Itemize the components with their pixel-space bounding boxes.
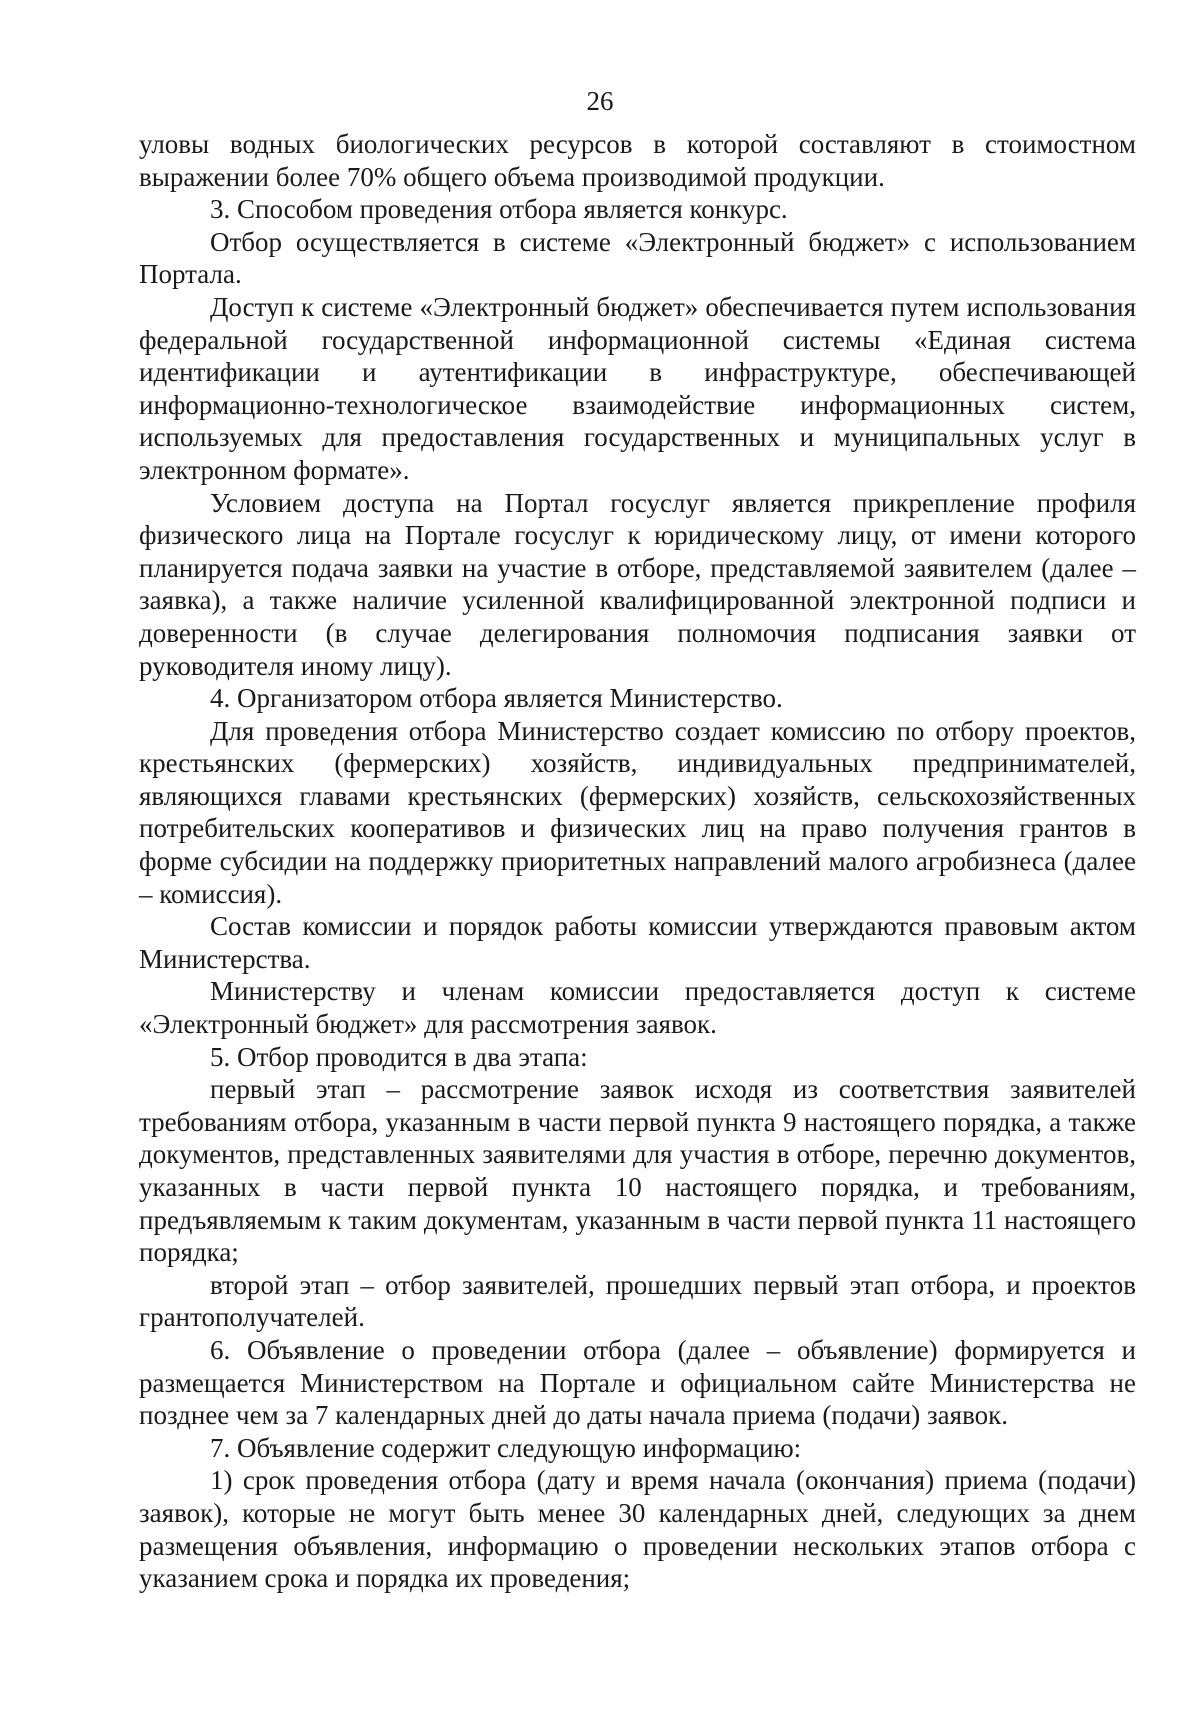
- paragraph: 3. Способом проведения отбора является конкурс.: [210, 194, 788, 225]
- paragraph: 4. Организатором отбора является Министерство.: [210, 683, 783, 714]
- paragraph: Для проведения отбора Министерство создает комиссию по отбору проектов, крестьянских (фермерских) хозяйств, индивидуальных предпринимателей, являющихся главами крестьянских (фермерских) хозяйств, сельскохозяйственных потребительских кооперативов и физических лиц на право получения грантов в форме субсидии на поддержку приоритетных направлений малого агробизнеса (далее – комиссия).: [139, 715, 1136, 909]
- paragraph: уловы водных биологических ресурсов в которой составляют в стоимостном выражении более 70% общего объема производимой продукции.: [139, 129, 1136, 192]
- paragraph: Отбор осуществляется в системе «Электронный бюджет» с использованием Портала.: [139, 226, 1136, 290]
- paragraph: 7. Объявление содержит следующую информацию:: [210, 1432, 802, 1463]
- paragraph: первый этап – рассмотрение заявок исходя из соответствия заявителей требованиям отбора, указанным в части первой пункта 9 настоящего порядка, а также документов, представленных заявителями для участия в отборе, перечню документов, указанных в части первой пункта 10 настоящего порядка, и требованиям, предъявляемым к таким документам, указанным в части первой пункта 11 настоящего порядка;: [139, 1074, 1136, 1268]
- document-body: [139, 128, 1136, 1595]
- paragraph: второй этап – отбор заявителей, прошедших первый этап отбора, и проектов грантополучателей.: [139, 1269, 1136, 1333]
- paragraph: 6. Объявление о проведении отбора (далее – объявление) формируется и размещается Министерством на Портале и официальном сайте Министерства не позднее чем за 7 календарных дней до даты начала приема (подачи) заявок.: [139, 1334, 1136, 1431]
- paragraph: Условием доступа на Портал госуслуг является прикрепление профиля физического лица на Портале госуслуг к юридическому лицу, от имени которого планируется подача заявки на участие в отборе, представляемой заявителем (далее – заявка), а также наличие усиленной квалифицированной электронной подписи и доверенности (в случае делегирования полномочия подписания заявки от руководителя иному лицу).: [139, 487, 1136, 681]
- paragraph: Доступ к системе «Электронный бюджет» обеспечивается путем использования федеральной государственной информационной системы «Единая система идентификации и аутентификации в инфраструктуре, обеспечивающей информационно-технологическое взаимодействие информационных систем, используемых для предоставления государственных и муниципальных услуг в электронном формате».: [139, 291, 1136, 485]
- paragraph: Состав комиссии и порядок работы комиссии утверждаются правовым актом Министерства.: [139, 911, 1136, 974]
- paragraph: 1) срок проведения отбора (дату и время начала (окончания) приема (подачи) заявок), которые не могут быть менее 30 календарных дней, следующих за днем размещения объявления, информацию о проведении нескольких этапов отбора с указанием срока и порядка их проведения;: [139, 1465, 1136, 1594]
- page-number: 26: [586, 86, 614, 116]
- paragraph: Министерству и членам комиссии предоставляется доступ к системе «Электронный бюджет» для рассмотрения заявок.: [139, 976, 1136, 1040]
- paragraph: 5. Отбор проводится в два этапа:: [210, 1041, 588, 1072]
